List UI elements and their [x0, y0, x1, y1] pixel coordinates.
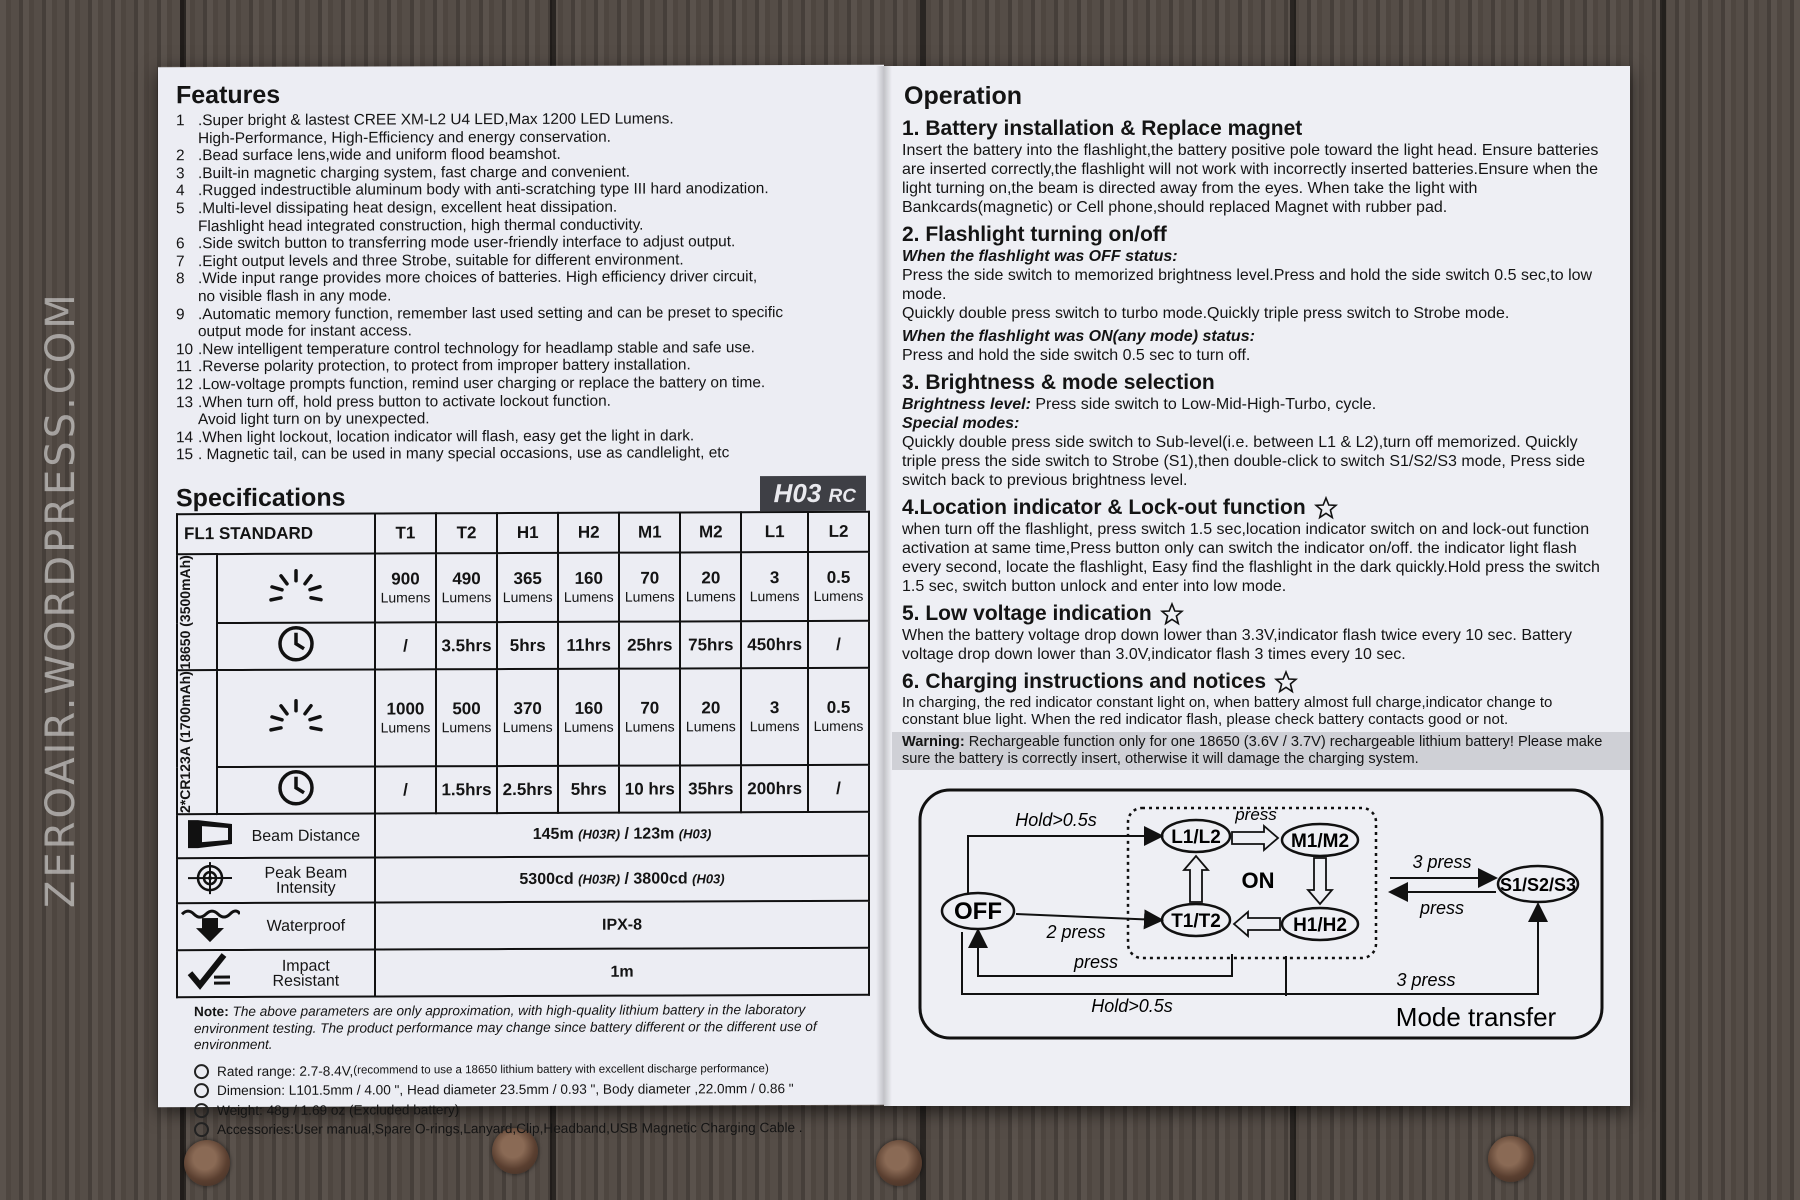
- press-arrow-tl: [1184, 856, 1208, 902]
- table-header-row: FL1 STANDARD T1 T2 H1 H2 M1 M2 L1 L2: [177, 512, 869, 554]
- three-press-b-label: 3 press: [1396, 970, 1456, 990]
- section-onoff-sub1: When the flashlight was OFF status:: [902, 248, 1178, 265]
- section-onoff-title: 2. Flashlight turning on/off: [902, 223, 1167, 246]
- section-battery-title: 1. Battery installation & Replace magnet: [902, 117, 1303, 140]
- table-row: [177, 812, 869, 858]
- mode-transfer-diagram: [906, 786, 1606, 1042]
- manual-booklet: [158, 66, 1630, 1138]
- section-brightness-text1: Brightness level: Press side switch to Low-Mid-High-Turbo, cycle.: [902, 396, 1377, 413]
- beam-distance-label: Beam Distance: [242, 814, 375, 858]
- feature-item: 5 .Multi-level dissipating heat design, excellent heat dissipation. Flashlight head integrated construction, high thermal conductivity.: [176, 198, 644, 235]
- screw: [184, 1140, 230, 1186]
- table-row: / 3.5hrs 5hrs 11hrs 25hrs 75hrs 450hrs /: [177, 621, 869, 670]
- clock-icon: [276, 768, 316, 808]
- section-battery-text: Insert the battery into the flashlight,the battery positive pole toward the light head. Ensure batteries are inserted correctly,the flashlight will not work with incorrectly inserted batteries.Ensure when the light turning on,the beam is directed away from the eyes. When take the light with Bankcards(magnetic) or Cell phone,should replaced Magnet with rubber pad.: [902, 142, 1599, 216]
- clock-icon: [276, 624, 316, 664]
- feature-item: 4 .Rugged indestructible aluminum body with anti-scratching type III hard anodization.: [176, 180, 769, 200]
- feature-item: 14 .When light lockout, location indicator will flash, easy get the light in dark.: [176, 427, 695, 446]
- section-onoff-sub2: When the flashlight was ON(any mode) status:: [902, 328, 1255, 345]
- feature-item: 2 .Bead surface lens,wide and uniform flood beamshot.: [176, 146, 561, 165]
- features-title: Features: [176, 80, 281, 110]
- peak-beam-label: Peak Beam Intensity: [242, 858, 375, 903]
- three-press-a-label: 3 press: [1412, 852, 1472, 872]
- press-bottom-label: press: [1073, 952, 1119, 972]
- hold-arrow: [968, 836, 1160, 893]
- press-top-label: press: [1235, 805, 1277, 824]
- star-icon: [1314, 496, 1338, 520]
- specifications-table: [176, 511, 870, 999]
- two-press-label: 2 press: [1046, 922, 1106, 942]
- brightness-icon: [267, 567, 325, 605]
- m-label: M1/M2: [1290, 831, 1350, 852]
- list-item: Rated range: 2.7-8.4V, (recommend to use a 18650 lithium battery with excellent discharge performance): [194, 1059, 870, 1081]
- section-lowvoltage-title: 5. Low voltage indication: [902, 602, 1610, 626]
- list-item: Accessories:User manual,Spare O-rings,Lanyard,Clip,Headband,USB Magnetic Charging Cable .: [194, 1118, 870, 1140]
- press-arrow-ht: [1234, 912, 1280, 936]
- battery-cr123a-label: 2*CR123A (1700mAh): [177, 671, 193, 814]
- feature-item: 3 .Built-in magnetic charging system, fast charge and convenient.: [176, 163, 631, 182]
- features-list: [176, 110, 870, 464]
- impact-icon: [184, 951, 236, 991]
- list-item: Dimension: L101.5mm / 4.00 ", Head diameter 23.5mm / 0.93 ", Body diameter ,22.0mm / 0.86 ": [194, 1079, 870, 1101]
- brightness-icon: [267, 697, 325, 735]
- star-icon: [1160, 602, 1184, 626]
- t-label: T1/T2: [1171, 911, 1221, 932]
- battery-18650-label: 18650 (3500mAh): [177, 555, 193, 670]
- feature-item: 12 .Low-voltage prompts function, remind user charging or replace the battery on time.: [176, 374, 766, 394]
- impact-value: 1m: [375, 948, 869, 997]
- feature-item: 15 . Magnetic tail, can be used in many special occasions, use as candlelight, etc: [176, 444, 730, 464]
- booklet-fold: [876, 66, 892, 1106]
- specifications-note: Note: The above parameters are only approximation, with high-quality lithium battery in the laboratory environment testing. The product performance may change since battery different or the different use of environment.: [194, 1002, 817, 1053]
- specifications-title: Specifications: [176, 483, 346, 513]
- beam-distance-value: 145m (H03R) / 123m (H03): [375, 812, 869, 858]
- feature-item: 10 .New intelligent temperature control technology for headlamp stable and safe use.: [176, 338, 755, 358]
- table-row: [177, 901, 869, 950]
- s-label: S1/S2/S3: [1499, 875, 1577, 895]
- section-charging-title: 6. Charging instructions and notices: [902, 670, 1610, 694]
- waterproof-icon: [180, 904, 240, 944]
- impact-label: Impact Resistant: [242, 950, 375, 997]
- section-location-text: when turn off the flashlight, press switch 1.5 sec,location indicator switch on and lock-out function activation at same time,Press button only can switch the indicator on/off. the indicator light flash every second, locate the flashlight, Easy find the flashlight in the dark quickly.Hold press the switch 1.5 sec, switch button unlock and enter into low mode.: [902, 521, 1600, 595]
- peak-beam-icon: [184, 859, 236, 897]
- section-onoff-text1: Press the side switch to memorized brightness level.Press and hold the side switch 0.5 sec,to low mode.: [902, 267, 1593, 303]
- table-row: / 1.5hrs 2.5hrs 5hrs 10 hrs 35hrs 200hrs /: [177, 765, 869, 814]
- model-badge: H03 RC: [760, 476, 866, 511]
- l-label: L1/L2: [1171, 827, 1221, 848]
- feature-item: 11 .Reverse polarity protection, to protect from improper battery installation.: [176, 356, 691, 376]
- left-page: [158, 65, 884, 1138]
- section-location-title: 4.Location indicator & Lock-out function: [902, 496, 1610, 520]
- hold-bottom-label: Hold>0.5s: [1091, 996, 1173, 1016]
- section-lowvoltage-text: When the battery voltage drop down lower than 3.3V,indicator flash twice every 10 sec. Battery voltage drop down lower than 3.0V,indicator flash 3 times every 10 sec.: [902, 627, 1572, 663]
- right-page: [884, 66, 1630, 1106]
- table-row: [177, 856, 869, 903]
- list-item: Weight: 48g / 1.69 oz (Excluded battery): [194, 1098, 870, 1120]
- table-row: [177, 948, 869, 997]
- two-press-arrow: [1016, 914, 1160, 920]
- feature-item: 6 .Side switch button to transferring mode user-friendly interface to adjust output.: [176, 233, 736, 253]
- waterproof-label: Waterproof: [242, 903, 375, 950]
- watermark: ZEROAIR.WORDPRESS.COM: [38, 291, 84, 909]
- section-onoff-text2: Quickly double press switch to turbo mode.Quickly triple press switch to Strobe mode.: [902, 305, 1510, 322]
- operation-title: Operation: [904, 82, 1023, 110]
- feature-item: 8 .Wide input range provides more choices of batteries. High efficiency driver circuit, no visible flash in any mode.: [176, 268, 758, 306]
- peak-beam-value: 5300cd (H03R) / 3800cd (H03): [375, 856, 869, 903]
- press-back-label: press: [1419, 898, 1465, 918]
- section-onoff-text3: Press and hold the side switch 0.5 sec to turn off.: [902, 347, 1251, 364]
- warning-box: Warning: Rechargeable function only for one 18650 (3.6V / 3.7V) rechargeable lithium battery! Please make sure the battery is correctly insert, otherwise it will damage the charging system.: [892, 732, 1630, 770]
- screw: [1488, 1136, 1534, 1182]
- on-label: ON: [1241, 868, 1275, 893]
- press-arrow-lm: [1232, 826, 1278, 850]
- star-icon: [1274, 670, 1298, 694]
- waterproof-value: IPX-8: [375, 901, 869, 950]
- section-charging-text: In charging, the red indicator constant light on, when battery almost full charge,indicator change to constant blue light. When the red indicator flash, please check battery contacts good or not.: [902, 694, 1553, 728]
- screw: [876, 1140, 922, 1186]
- beam-distance-icon: [184, 816, 236, 852]
- mode-transfer-caption: Mode transfer: [1395, 1002, 1557, 1032]
- section-brightness-title: 3. Brightness & mode selection: [902, 371, 1215, 394]
- feature-item: 1 .Super bright & lastest CREE XM-L2 U4 LED,Max 1200 LED Lumens. High-Performance, High-Efficiency and energy conservation.: [176, 110, 674, 147]
- hold-top-label: Hold>0.5s: [1015, 810, 1097, 830]
- off-label: OFF: [954, 898, 1002, 925]
- table-row: 2*CR123A (1700mAh) 1000 Lumens 500 Lumens 370 Lumens 160 Lumens 70 Lumens 20 Lumens 3 Lumens 0.5 Lumens: [177, 668, 869, 767]
- feature-item: 7 .Eight output levels and three Strobe, suitable for different environment.: [176, 251, 684, 270]
- feature-item: 9 .Automatic memory function, remember last used setting and can be preset to specific output mode for instant access.: [176, 303, 784, 341]
- table-row: 18650 (3500mAh) 900 Lumens 490 Lumens 365 Lumens 160 Lumens 70 Lumens 20 Lumens 3 Lumens 0.5 Lumens: [177, 552, 869, 624]
- h-label: H1/H2: [1293, 915, 1347, 936]
- section-brightness-text2: Quickly double press side switch to Sub-level(i.e. between L1 & L2),turn off memorized. Quickly triple press the side switch to Strobe (S1),then double-click to switch S1/S2/S3 mode, Press side switch back to previous brightness level.: [902, 434, 1585, 489]
- feature-item: 13 .When turn off, hold press button to activate lockout function. Avoid light turn on by unexpected.: [176, 392, 611, 429]
- section-brightness-sub2: Special modes:: [902, 415, 1020, 432]
- press-arrow-mh: [1308, 858, 1332, 904]
- mode-diagram-svg: [906, 786, 1606, 1042]
- spec-bullets: [194, 1059, 870, 1139]
